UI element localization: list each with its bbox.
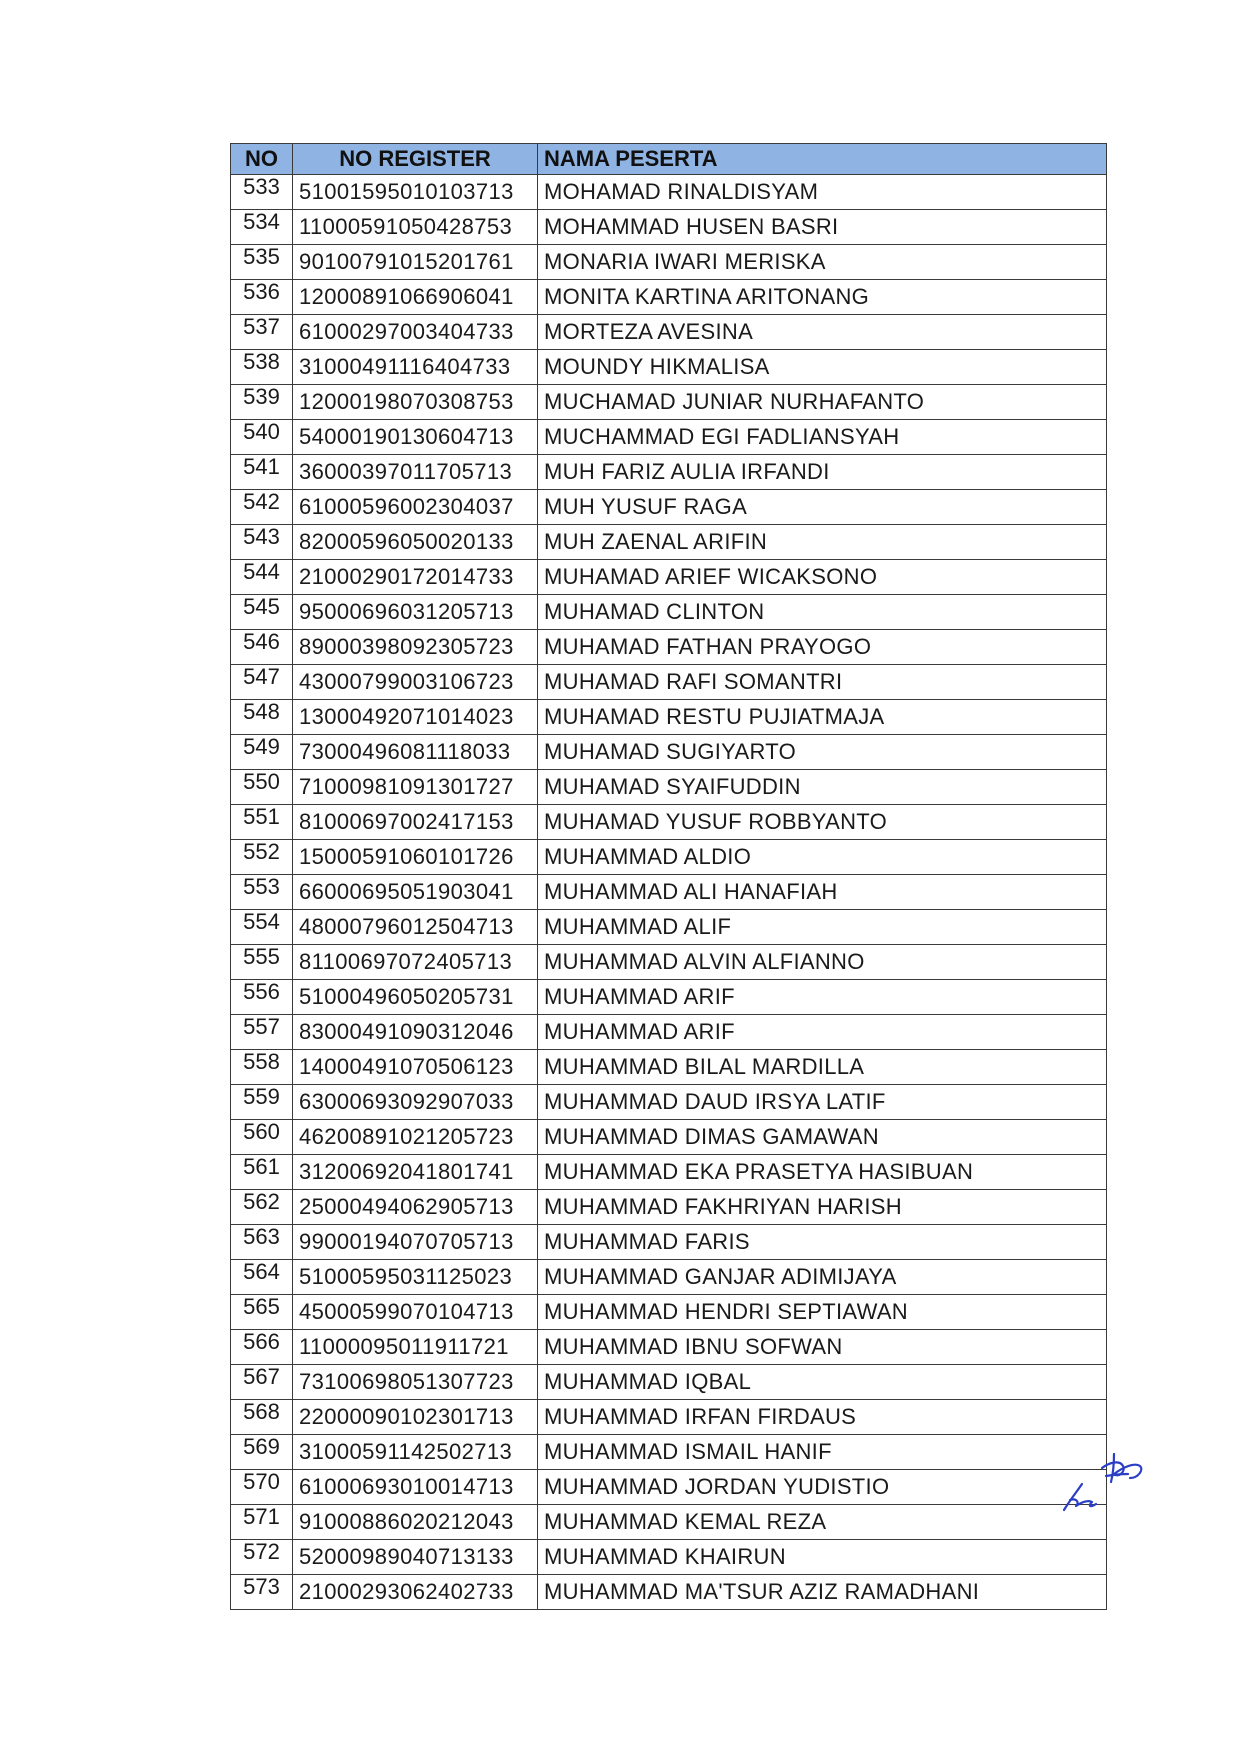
- cell-register: 90100791015201761: [293, 245, 538, 280]
- cell-register: 91000886020212043: [293, 1505, 538, 1540]
- cell-register: 13000492071014023: [293, 700, 538, 735]
- cell-no: 557: [231, 1015, 293, 1050]
- cell-register: 11000095011911721: [293, 1330, 538, 1365]
- cell-no: 558: [231, 1050, 293, 1085]
- cell-name: MUHAMMAD BILAL MARDILLA: [538, 1050, 1107, 1085]
- cell-no: 539: [231, 385, 293, 420]
- cell-register: 51001595010103713: [293, 175, 538, 210]
- cell-no: 554: [231, 910, 293, 945]
- cell-name: MUHAMMAD IBNU SOFWAN: [538, 1330, 1107, 1365]
- cell-name: MUHAMMAD ARIF: [538, 1015, 1107, 1050]
- table-row: [231, 315, 1107, 350]
- table-row: [231, 1505, 1107, 1540]
- cell-no: 535: [231, 245, 293, 280]
- header-name: NAMA PESERTA: [538, 144, 1107, 175]
- cell-register: 52000989040713133: [293, 1540, 538, 1575]
- table-row: [231, 175, 1107, 210]
- cell-name: MUHAMMAD KEMAL REZA: [538, 1505, 1107, 1540]
- cell-name: MUHAMMAD FAKHRIYAN HARISH: [538, 1190, 1107, 1225]
- cell-no: 555: [231, 945, 293, 980]
- table-row: [231, 245, 1107, 280]
- table-row: [231, 1435, 1107, 1470]
- cell-register: 61000596002304037: [293, 490, 538, 525]
- table-row: [231, 595, 1107, 630]
- table-row: [231, 1260, 1107, 1295]
- cell-register: 61000297003404733: [293, 315, 538, 350]
- cell-name: MUHAMMAD ALI HANAFIAH: [538, 875, 1107, 910]
- cell-name: MUHAMAD YUSUF ROBBYANTO: [538, 805, 1107, 840]
- cell-register: 71000981091301727: [293, 770, 538, 805]
- cell-no: 536: [231, 280, 293, 315]
- cell-name: MUHAMAD CLINTON: [538, 595, 1107, 630]
- cell-name: MOHAMAD RINALDISYAM: [538, 175, 1107, 210]
- cell-no: 570: [231, 1470, 293, 1505]
- cell-name: MUH YUSUF RAGA: [538, 490, 1107, 525]
- cell-register: 73100698051307723: [293, 1365, 538, 1400]
- cell-register: 31000491116404733: [293, 350, 538, 385]
- cell-name: MONITA KARTINA ARITONANG: [538, 280, 1107, 315]
- cell-name: MUHAMMAD FARIS: [538, 1225, 1107, 1260]
- table-row: [231, 1330, 1107, 1365]
- cell-register: 21000290172014733: [293, 560, 538, 595]
- table-row: [231, 840, 1107, 875]
- cell-register: 22000090102301713: [293, 1400, 538, 1435]
- cell-register: 14000491070506123: [293, 1050, 538, 1085]
- table-row: [231, 1225, 1107, 1260]
- table-row: [231, 1365, 1107, 1400]
- cell-no: 552: [231, 840, 293, 875]
- table-row: [231, 1015, 1107, 1050]
- cell-register: 48000796012504713: [293, 910, 538, 945]
- cell-name: MORTEZA AVESINA: [538, 315, 1107, 350]
- cell-no: 563: [231, 1225, 293, 1260]
- cell-register: 51000595031125023: [293, 1260, 538, 1295]
- cell-register: 81100697072405713: [293, 945, 538, 980]
- table-row: [231, 560, 1107, 595]
- cell-register: 11000591050428753: [293, 210, 538, 245]
- cell-name: MUHAMAD SUGIYARTO: [538, 735, 1107, 770]
- cell-register: 45000599070104713: [293, 1295, 538, 1330]
- cell-name: MOHAMMAD HUSEN BASRI: [538, 210, 1107, 245]
- cell-register: 99000194070705713: [293, 1225, 538, 1260]
- table-row: [231, 1540, 1107, 1575]
- cell-register: 61000693010014713: [293, 1470, 538, 1505]
- table-row: [231, 350, 1107, 385]
- cell-name: MUHAMAD SYAIFUDDIN: [538, 770, 1107, 805]
- cell-name: MUH FARIZ AULIA IRFANDI: [538, 455, 1107, 490]
- table-row: [231, 875, 1107, 910]
- table-row: [231, 980, 1107, 1015]
- cell-register: 15000591060101726: [293, 840, 538, 875]
- cell-name: MUHAMMAD GANJAR ADIMIJAYA: [538, 1260, 1107, 1295]
- table-row: [231, 1400, 1107, 1435]
- cell-name: MUHAMMAD JORDAN YUDISTIO: [538, 1470, 1107, 1505]
- cell-no: 550: [231, 770, 293, 805]
- table-row: [231, 420, 1107, 455]
- cell-name: MUHAMMAD HENDRI SEPTIAWAN: [538, 1295, 1107, 1330]
- cell-no: 559: [231, 1085, 293, 1120]
- cell-register: 83000491090312046: [293, 1015, 538, 1050]
- cell-name: MOUNDY HIKMALISA: [538, 350, 1107, 385]
- table-body: [231, 175, 1107, 1610]
- paraf-lower-loop: [1070, 1499, 1096, 1506]
- cell-name: MUCHAMAD JUNIAR NURHAFANTO: [538, 385, 1107, 420]
- cell-name: MUHAMMAD MA'TSUR AZIZ RAMADHANI: [538, 1575, 1107, 1610]
- table-row: [231, 770, 1107, 805]
- cell-register: 73000496081118033: [293, 735, 538, 770]
- cell-register: 43000799003106723: [293, 665, 538, 700]
- cell-name: MUCHAMMAD EGI FADLIANSYAH: [538, 420, 1107, 455]
- table-row: [231, 665, 1107, 700]
- cell-no: 548: [231, 700, 293, 735]
- table-row: [231, 455, 1107, 490]
- cell-name: MUHAMMAD ARIF: [538, 980, 1107, 1015]
- cell-no: 561: [231, 1155, 293, 1190]
- cell-name: MUHAMAD FATHAN PRAYOGO: [538, 630, 1107, 665]
- cell-no: 540: [231, 420, 293, 455]
- cell-register: 51000496050205731: [293, 980, 538, 1015]
- cell-no: 553: [231, 875, 293, 910]
- cell-no: 567: [231, 1365, 293, 1400]
- cell-no: 568: [231, 1400, 293, 1435]
- cell-no: 534: [231, 210, 293, 245]
- cell-name: MUHAMMAD ISMAIL HANIF: [538, 1435, 1107, 1470]
- cell-no: 564: [231, 1260, 293, 1295]
- table-row: [231, 280, 1107, 315]
- cell-no: 549: [231, 735, 293, 770]
- cell-register: 54000190130604713: [293, 420, 538, 455]
- table-row: [231, 910, 1107, 945]
- cell-name: MUH ZAENAL ARIFIN: [538, 525, 1107, 560]
- cell-name: MUHAMMAD ALVIN ALFIANNO: [538, 945, 1107, 980]
- table-row: [231, 210, 1107, 245]
- cell-name: MUHAMMAD EKA PRASETYA HASIBUAN: [538, 1155, 1107, 1190]
- cell-register: 95000696031205713: [293, 595, 538, 630]
- table-row: [231, 1470, 1107, 1505]
- cell-name: MUHAMMAD DAUD IRSYA LATIF: [538, 1085, 1107, 1120]
- cell-register: 12000198070308753: [293, 385, 538, 420]
- cell-name: MONARIA IWARI MERISKA: [538, 245, 1107, 280]
- table-row: [231, 700, 1107, 735]
- cell-no: 571: [231, 1505, 293, 1540]
- table-row: [231, 490, 1107, 525]
- cell-no: 551: [231, 805, 293, 840]
- cell-register: 21000293062402733: [293, 1575, 538, 1610]
- table-row: [231, 805, 1107, 840]
- table-row: [231, 945, 1107, 980]
- cell-register: 81000697002417153: [293, 805, 538, 840]
- cell-no: 572: [231, 1540, 293, 1575]
- cell-no: 546: [231, 630, 293, 665]
- table-row: [231, 1190, 1107, 1225]
- cell-register: 46200891021205723: [293, 1120, 538, 1155]
- table-row: [231, 1295, 1107, 1330]
- cell-no: 538: [231, 350, 293, 385]
- table-row: [231, 525, 1107, 560]
- cell-register: 66000695051903041: [293, 875, 538, 910]
- participant-table: [230, 143, 1107, 1610]
- cell-no: 566: [231, 1330, 293, 1365]
- cell-no: 543: [231, 525, 293, 560]
- header-no: NO: [231, 144, 293, 175]
- cell-register: 36000397011705713: [293, 455, 538, 490]
- cell-name: MUHAMMAD ALIF: [538, 910, 1107, 945]
- table-row: [231, 1120, 1107, 1155]
- cell-register: 82000596050020133: [293, 525, 538, 560]
- cell-no: 537: [231, 315, 293, 350]
- cell-no: 560: [231, 1120, 293, 1155]
- cell-no: 541: [231, 455, 293, 490]
- table-row: [231, 1575, 1107, 1610]
- cell-register: 12000891066906041: [293, 280, 538, 315]
- cell-register: 25000494062905713: [293, 1190, 538, 1225]
- table-row: [231, 735, 1107, 770]
- table-row: [231, 1050, 1107, 1085]
- cell-register: 31000591142502713: [293, 1435, 538, 1470]
- cell-name: MUHAMMAD ALDIO: [538, 840, 1107, 875]
- cell-no: 565: [231, 1295, 293, 1330]
- table-header-row: [231, 144, 1107, 175]
- cell-no: 556: [231, 980, 293, 1015]
- paraf-signature: [1040, 1448, 1150, 1518]
- table-row: [231, 1155, 1107, 1190]
- cell-name: MUHAMAD RAFI SOMANTRI: [538, 665, 1107, 700]
- table-row: [231, 385, 1107, 420]
- cell-no: 545: [231, 595, 293, 630]
- cell-no: 562: [231, 1190, 293, 1225]
- cell-name: MUHAMAD ARIEF WICAKSONO: [538, 560, 1107, 595]
- cell-no: 533: [231, 175, 293, 210]
- cell-register: 89000398092305723: [293, 630, 538, 665]
- cell-register: 31200692041801741: [293, 1155, 538, 1190]
- cell-no: 547: [231, 665, 293, 700]
- table-row: [231, 630, 1107, 665]
- header-register: NO REGISTER: [293, 144, 538, 175]
- cell-no: 544: [231, 560, 293, 595]
- cell-no: 573: [231, 1575, 293, 1610]
- paraf-lower-stroke: [1064, 1484, 1082, 1510]
- cell-name: MUHAMAD RESTU PUJIATMAJA: [538, 700, 1107, 735]
- cell-register: 63000693092907033: [293, 1085, 538, 1120]
- table-row: [231, 1085, 1107, 1120]
- paraf-upper-stroke: [1111, 1454, 1114, 1482]
- cell-name: MUHAMMAD DIMAS GAMAWAN: [538, 1120, 1107, 1155]
- cell-no: 569: [231, 1435, 293, 1470]
- cell-no: 542: [231, 490, 293, 525]
- cell-name: MUHAMMAD KHAIRUN: [538, 1540, 1107, 1575]
- cell-name: MUHAMMAD IRFAN FIRDAUS: [538, 1400, 1107, 1435]
- cell-name: MUHAMMAD IQBAL: [538, 1365, 1107, 1400]
